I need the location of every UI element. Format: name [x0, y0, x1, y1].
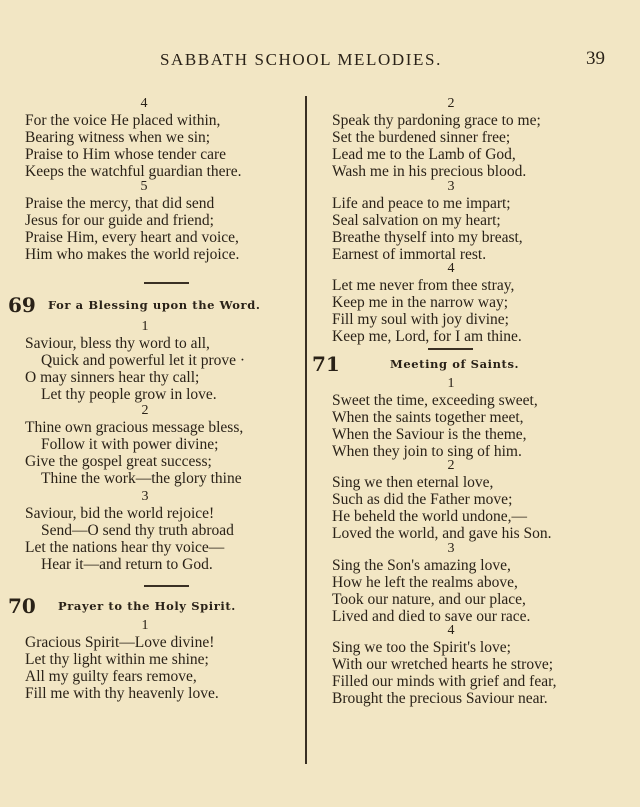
verse-number: 1	[141, 618, 149, 633]
verse-line: When the Saviour is the theme,	[332, 425, 527, 443]
verse-number: 1	[141, 319, 149, 334]
verse-line: Sing the Son's amazing love,	[332, 557, 511, 574]
verse-line: Follow it with power divine;	[41, 435, 219, 453]
verse-line: Breathe thyself into my breast,	[332, 228, 523, 246]
verse-line: Saviour, bid the world rejoice!	[25, 505, 215, 522]
verse-line: Took our nature, and our place,	[332, 590, 526, 608]
verse-number: 3	[447, 541, 455, 556]
verse-number: 3	[141, 489, 149, 504]
hymn-title: For a Blessing upon the Word.	[48, 298, 261, 312]
verse-line: Earnest of immortal rest.	[332, 245, 487, 263]
verse-line: O may sinners hear thy call;	[25, 368, 200, 386]
verse-line: Keeps the watchful guardian there.	[25, 162, 242, 180]
verse-line: For the voice He placed within,	[25, 112, 221, 129]
verse-line: Brought the precious Saviour near.	[332, 689, 548, 707]
verse-line: Set the burdened sinner free;	[332, 128, 511, 146]
verse-line: Fill my soul with joy divine;	[332, 310, 509, 328]
verse-number: 2	[447, 458, 455, 473]
verse-line: Praise to Him whose tender care	[25, 145, 227, 163]
verse-line: Saviour, bless thy word to all,	[25, 335, 210, 352]
verse-number: 2	[141, 403, 149, 418]
verse-line: Fill me with thy heavenly love.	[25, 684, 219, 702]
verse-number: 4	[140, 96, 148, 111]
verse-number: 4	[447, 623, 455, 638]
verse-line: With our wretched hearts he strove;	[332, 655, 554, 673]
verse-line: Praise the mercy, that did send	[25, 195, 215, 212]
verse-line: Let the nations hear thy voice—	[25, 538, 225, 556]
verse-number: 4	[447, 261, 455, 276]
verse-line: Praise Him, every heart and voice,	[25, 228, 239, 246]
verse-line: Bearing witness when we sin;	[25, 128, 211, 146]
verse-line: Wash me in his precious blood.	[332, 162, 527, 180]
verse-line: Sing we too the Spirit's love;	[332, 639, 511, 656]
verse-line: Lead me to the Lamb of God,	[332, 145, 516, 163]
verse-line: Filled our minds with grief and fear,	[332, 672, 557, 690]
verse-line: Send—O send thy truth abroad	[41, 521, 234, 539]
hymn-title: Prayer to the Holy Spirit.	[58, 599, 236, 613]
verse-line: How he left the realms above,	[332, 573, 518, 591]
verse-line: Such as did the Father move;	[332, 490, 513, 508]
verse-line: Let thy people grow in love.	[41, 385, 217, 403]
verse-line: Keep me, Lord, for I am thine.	[332, 327, 522, 345]
verse-line: Hear it—and return to God.	[41, 555, 213, 573]
verse-line: Sweet the time, exceeding sweet,	[332, 392, 538, 409]
verse-line: Let me never from thee stray,	[332, 277, 515, 294]
verse-line: Sing we then eternal love,	[332, 474, 494, 491]
verse-number: 5	[140, 179, 148, 194]
verse-line: All my guilty fears remove,	[25, 667, 197, 685]
verse-line: When the saints together meet,	[332, 408, 524, 426]
page-number: 39	[586, 48, 605, 69]
section-rule	[144, 282, 189, 284]
verse-line: Thine the work—the glory thine	[41, 469, 242, 487]
hymn-number: 69	[8, 293, 36, 317]
verse-line: Lived and died to save our race.	[332, 607, 531, 625]
column-divider	[305, 96, 307, 764]
verse-line: Quick and powerful let it prove ·	[41, 351, 246, 369]
hymn-number: 71	[312, 352, 340, 376]
verse-number: 2	[447, 96, 455, 111]
verse-line: Jesus for our guide and friend;	[25, 211, 214, 229]
verse-line: Seal salvation on my heart;	[332, 211, 501, 229]
verse-line: Let thy light within me shine;	[25, 650, 209, 668]
verse-number: 1	[447, 376, 455, 391]
verse-line: Him who makes the world rejoice.	[25, 245, 240, 263]
verse-line: He beheld the world undone,—	[332, 507, 527, 525]
verse-line: Life and peace to me impart;	[332, 195, 511, 212]
section-rule	[428, 348, 473, 350]
verse-line: Thine own gracious message bless,	[25, 419, 244, 436]
running-title: SABBATH SCHOOL MELODIES.	[160, 50, 442, 69]
verse-line: When they join to sing of him.	[332, 442, 522, 460]
verse-number: 3	[447, 179, 455, 194]
section-rule	[144, 585, 189, 587]
hymn-number: 70	[8, 594, 36, 618]
verse-line: Give the gospel great success;	[25, 452, 212, 470]
verse-line: Gracious Spirit—Love divine!	[25, 634, 215, 651]
hymn-title: Meeting of Saints.	[390, 357, 520, 371]
verse-line: Speak thy pardoning grace to me;	[332, 112, 541, 129]
verse-line: Keep me in the narrow way;	[332, 293, 509, 311]
verse-line: Loved the world, and gave his Son.	[332, 524, 552, 542]
